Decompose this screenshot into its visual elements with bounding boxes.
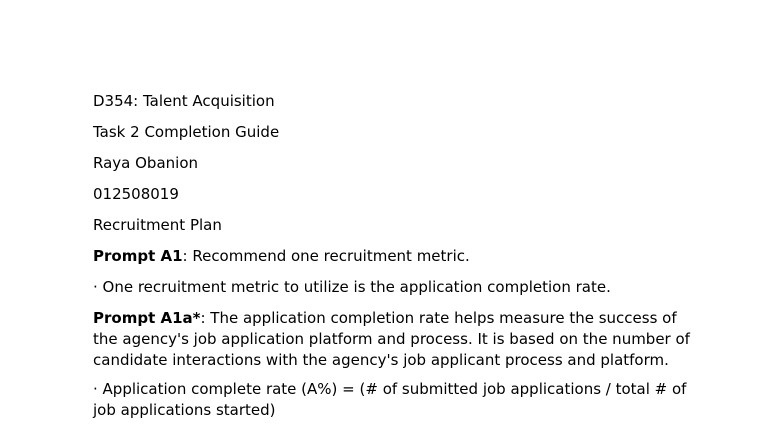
prompt-a1-paragraph [93,246,698,267]
bullet-formula: · Application complete rate (A%) = (# of submitted job applications / total # of job applications started) [93,380,687,419]
prompt-a1-label: Prompt A1 [93,247,183,265]
prompt-a1a-paragraph [93,308,698,371]
document-body [93,91,698,431]
bullet-metric: · One recruitment metric to utilize is the application completion rate. [93,278,611,296]
prompt-a1-text: : Recommend one recruitment metric. [182,247,470,265]
section-heading: Recruitment Plan [93,216,222,234]
prompt-a1a-label: Prompt A1a* [93,309,201,327]
student-id: 012508019 [93,185,179,203]
author-name: Raya Obanion [93,154,198,172]
guide-title: Task 2 Completion Guide [93,123,280,141]
prompt-a1a-text: : The application completion rate helps measure the success of the agency's job application platform and process. It is based on the number of candidate interactions with the agency's job applicant process and platform. [93,309,690,369]
course-title: D354: Talent Acquisition [93,92,275,110]
